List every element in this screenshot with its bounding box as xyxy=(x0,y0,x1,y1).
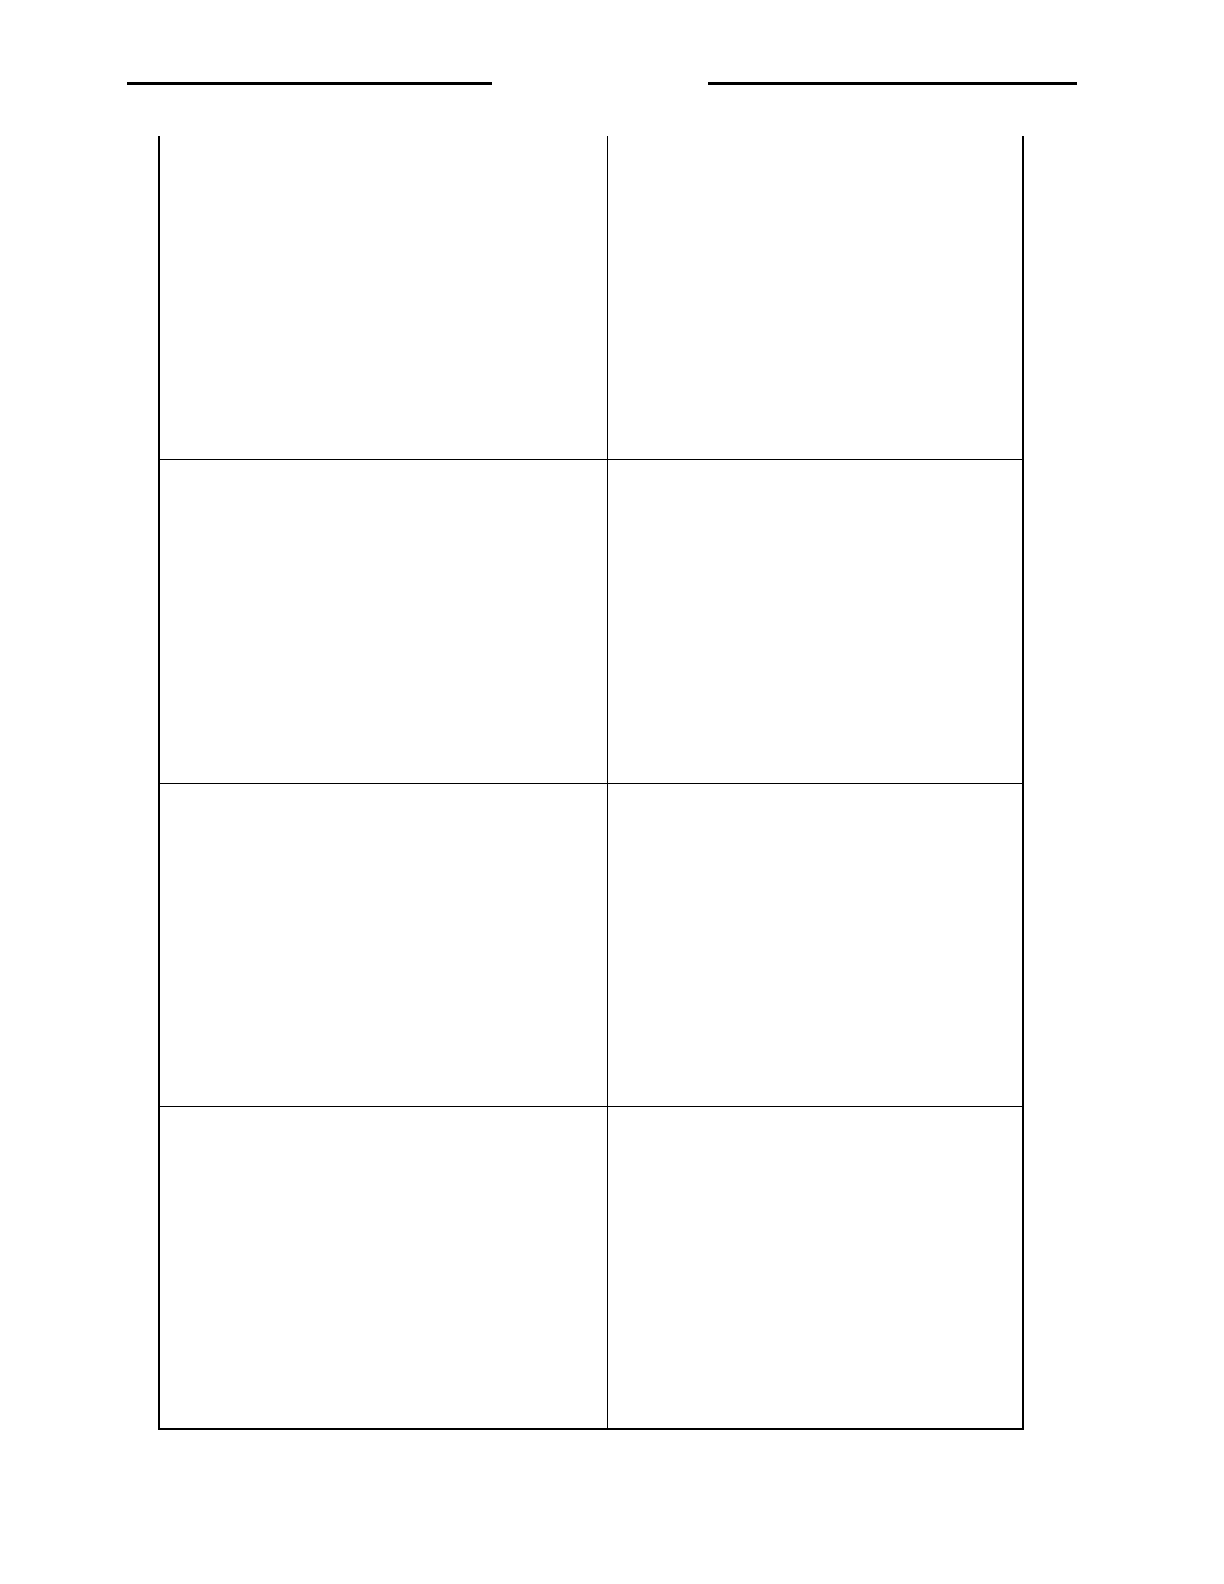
header-rule-left xyxy=(127,82,492,85)
row-divider xyxy=(160,459,1022,460)
row-divider xyxy=(160,783,1022,784)
column-divider xyxy=(607,136,608,1428)
header-rule-right xyxy=(708,82,1077,85)
oscilloscope-screenshot-grid xyxy=(158,136,1024,1430)
row-divider xyxy=(160,1106,1022,1107)
